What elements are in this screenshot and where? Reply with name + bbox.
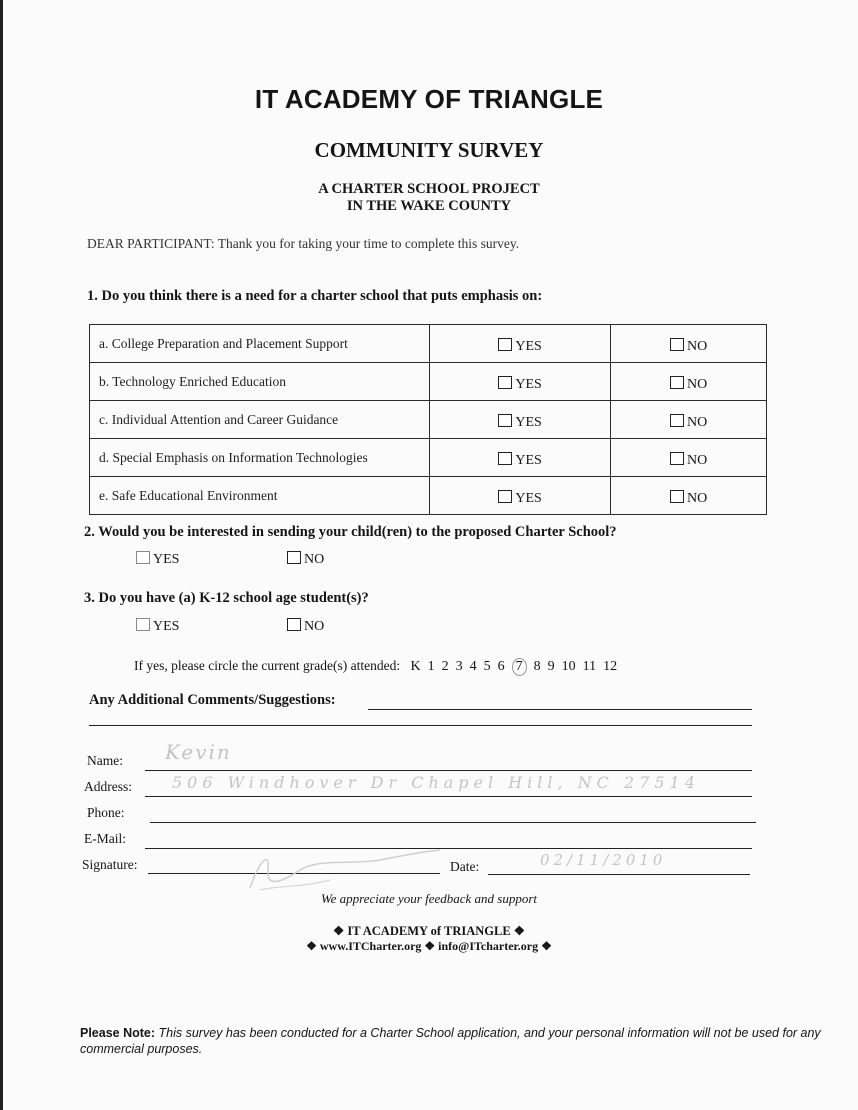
- name-handwriting: Kevin: [165, 740, 232, 764]
- greeting-text: DEAR PARTICIPANT: Thank you for taking your time to complete this survey.: [87, 236, 520, 251]
- q3-no-option[interactable]: [287, 617, 324, 635]
- emphasis-no-cell[interactable]: [611, 439, 767, 477]
- yes-label: YES: [515, 415, 542, 430]
- note-label: Please Note:: [80, 1026, 156, 1040]
- q3-no-checkbox[interactable]: [287, 618, 301, 631]
- address-handwriting: 506 Windhover Dr Chapel Hill, NC 27514: [172, 773, 700, 792]
- appreciation-text: We appreciate your feedback and support: [320, 891, 538, 906]
- comments-line-1[interactable]: [368, 709, 752, 710]
- emphasis-row: [90, 325, 767, 363]
- q3-no-label: NO: [304, 619, 325, 634]
- q3-yes-checkbox[interactable]: [136, 618, 150, 631]
- yes-checkbox[interactable]: [498, 452, 512, 465]
- emphasis-row: [90, 477, 767, 515]
- emphasis-yes-cell[interactable]: [430, 325, 611, 363]
- footer-contacts: ❖ www.ITCharter.org ❖ info@ITcharter.org ❖: [306, 939, 552, 953]
- footer-org: ❖ IT ACADEMY of TRIANGLE ❖: [333, 924, 525, 938]
- no-label: NO: [686, 491, 708, 506]
- yes-label: YES: [515, 491, 542, 506]
- emphasis-no-cell[interactable]: [611, 325, 767, 363]
- grade-option[interactable]: 8: [533, 659, 541, 674]
- grade-option[interactable]: 10: [561, 659, 576, 674]
- grade-prompt: If yes, please circle the current grade(s) attended:: [134, 658, 401, 673]
- grade-option[interactable]: 3: [455, 659, 463, 674]
- grade-option[interactable]: 4: [469, 659, 477, 674]
- name-field[interactable]: [145, 770, 752, 771]
- page-title: IT ACADEMY OF TRIANGLE: [254, 84, 604, 114]
- emphasis-no-cell[interactable]: [611, 477, 767, 515]
- address-field[interactable]: [145, 796, 752, 797]
- yes-checkbox[interactable]: [498, 414, 512, 427]
- phone-label: Phone:: [87, 805, 125, 820]
- grade-option[interactable]: 11: [582, 659, 597, 674]
- q2-no-checkbox[interactable]: [287, 551, 301, 564]
- date-handwriting: 02/11/2010: [540, 851, 667, 869]
- emphasis-row: [90, 401, 767, 439]
- yes-checkbox[interactable]: [498, 490, 512, 503]
- name-label: Name:: [87, 753, 123, 768]
- emphasis-row: [90, 363, 767, 401]
- emphasis-yes-cell[interactable]: [430, 477, 611, 515]
- emphasis-label: b. Technology Enriched Education: [90, 363, 430, 401]
- grade-option[interactable]: 6: [497, 659, 505, 674]
- no-label: NO: [686, 377, 708, 392]
- project-line-1: A CHARTER SCHOOL PROJECT: [318, 181, 540, 197]
- privacy-note: [80, 1025, 830, 1057]
- survey-subtitle: COMMUNITY SURVEY: [314, 138, 544, 162]
- grade-option[interactable]: 2: [441, 659, 449, 674]
- q2-yes-checkbox[interactable]: [136, 551, 150, 564]
- no-label: NO: [686, 339, 708, 354]
- note-text: This survey has been conducted for a Charter School application, and your personal information will not be used for any commercial purposes.: [80, 1026, 821, 1056]
- grade-option[interactable]: 7: [512, 658, 527, 676]
- project-heading: [0, 181, 858, 215]
- grade-option[interactable]: 1: [427, 659, 435, 674]
- q3-yes-label: YES: [153, 619, 180, 634]
- question-2: 2. Would you be interested in sending your child(ren) to the proposed Charter School?: [84, 524, 617, 540]
- emphasis-label: a. College Preparation and Placement Support: [90, 325, 430, 363]
- emphasis-yes-cell[interactable]: [430, 401, 611, 439]
- emphasis-no-cell[interactable]: [611, 363, 767, 401]
- comments-line-2[interactable]: [89, 725, 752, 726]
- yes-label: YES: [515, 377, 542, 392]
- q3-yes-option[interactable]: [136, 617, 179, 635]
- comments-label: Any Additional Comments/Suggestions:: [89, 692, 336, 708]
- emphasis-label: c. Individual Attention and Career Guidance: [90, 401, 430, 439]
- yes-checkbox[interactable]: [498, 376, 512, 389]
- q2-yes-option[interactable]: [136, 550, 179, 568]
- phone-field[interactable]: [150, 822, 756, 823]
- grade-option[interactable]: 5: [483, 659, 491, 674]
- address-label: Address:: [84, 779, 132, 794]
- emphasis-label: e. Safe Educational Environment: [90, 477, 430, 515]
- grade-selection: [134, 658, 617, 676]
- email-label: E-Mail:: [84, 831, 126, 846]
- emphasis-label: d. Special Emphasis on Information Technologies: [90, 439, 430, 477]
- q2-no-option[interactable]: [287, 550, 324, 568]
- emphasis-table: [89, 324, 767, 515]
- no-checkbox[interactable]: [670, 490, 684, 503]
- emphasis-yes-cell[interactable]: [430, 439, 611, 477]
- grade-list: [404, 658, 618, 673]
- emphasis-no-cell[interactable]: [611, 401, 767, 439]
- no-label: NO: [686, 415, 708, 430]
- signature-label: Signature:: [82, 857, 138, 872]
- yes-label: YES: [515, 453, 542, 468]
- signature-scribble: [240, 840, 450, 895]
- project-line-2: IN THE WAKE COUNTY: [346, 198, 512, 214]
- grade-option[interactable]: 12: [603, 659, 618, 674]
- emphasis-yes-cell[interactable]: [430, 363, 611, 401]
- no-label: NO: [686, 453, 708, 468]
- no-checkbox[interactable]: [670, 338, 684, 351]
- date-label: Date:: [450, 859, 480, 874]
- yes-label: YES: [515, 339, 542, 354]
- question-3: 3. Do you have (a) K-12 school age student(s)?: [84, 590, 369, 606]
- yes-checkbox[interactable]: [498, 338, 512, 351]
- date-field[interactable]: [488, 874, 750, 875]
- no-checkbox[interactable]: [670, 452, 684, 465]
- grade-option[interactable]: 9: [547, 659, 555, 674]
- emphasis-row: [90, 439, 767, 477]
- q2-no-label: NO: [304, 552, 325, 567]
- q2-yes-label: YES: [153, 552, 180, 567]
- grade-option[interactable]: K: [410, 659, 421, 674]
- no-checkbox[interactable]: [670, 376, 684, 389]
- question-1: 1. Do you think there is a need for a charter school that puts emphasis on:: [87, 288, 543, 304]
- no-checkbox[interactable]: [670, 414, 684, 427]
